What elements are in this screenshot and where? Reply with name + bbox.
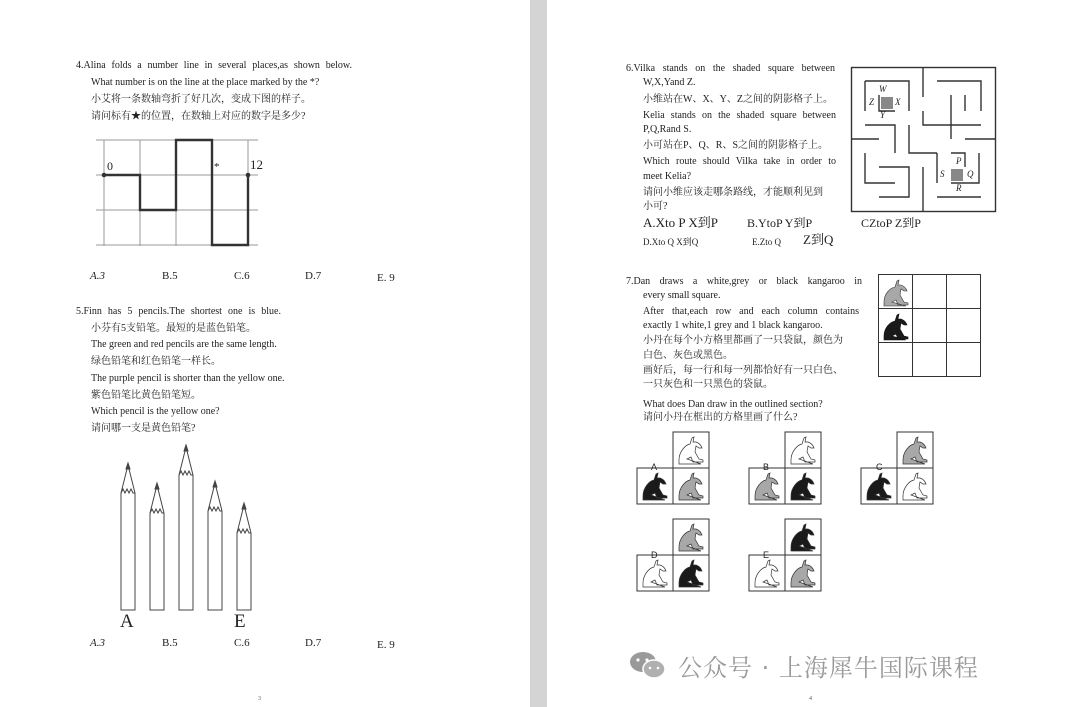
q7-line-2: every small square. xyxy=(643,290,721,301)
q6-option-a: A.Xto P X到P xyxy=(643,215,719,230)
q5-line-2: The green and red pencils are the same length. xyxy=(91,339,277,350)
choice-label-d: D xyxy=(651,550,658,560)
q6-option-d: D.Xto Q X到Q xyxy=(643,237,699,247)
q6-line-2: W,X,Yand Z. xyxy=(643,77,696,88)
q4-title: 4.Alina folds a number line in several places,as shown below. xyxy=(76,60,352,71)
q6-option-e-answer: Z到Q xyxy=(803,232,834,247)
q4-option-a: A.3 xyxy=(90,270,105,282)
page-right xyxy=(547,0,1080,707)
q5-line-6: Which pencil is the yellow one? xyxy=(91,406,220,417)
q4-option-d: D.7 xyxy=(305,270,322,282)
maze-label-r: R xyxy=(956,183,962,193)
q5-line-4: The purple pencil is shorter than the yellow one. xyxy=(91,373,285,384)
pencil-a xyxy=(121,463,135,610)
q6-line-7: Which route should Vilka take in order to xyxy=(643,156,836,167)
q6-line-5: P,Q,Rand S. xyxy=(643,124,692,135)
page-gap xyxy=(530,0,547,707)
pencil-label-e: E xyxy=(234,611,246,632)
maze-label-w: W xyxy=(879,84,887,94)
q6-line-9: 请问小维应该走哪条路线，才能顺利见到 xyxy=(643,187,823,198)
q7-question-en: What does Dan draw in the outlined section? xyxy=(643,399,823,410)
page-number-right: 4 xyxy=(809,696,812,702)
q5-line-1: 小芬有5支铅笔。最短的是蓝色铅笔。 xyxy=(91,323,256,334)
end-point xyxy=(246,173,251,178)
q6-option-b: B.YtoP Y到P xyxy=(747,216,813,230)
q5-option-d: D.7 xyxy=(305,637,322,649)
choice-label-c: C xyxy=(876,462,883,472)
q7-question-zh: 请问小丹在框出的方格里画了什么? xyxy=(643,412,798,423)
choice-label-a: A xyxy=(651,462,658,472)
page-number-left: 3 xyxy=(258,696,261,702)
maze-label-z: Z xyxy=(869,97,875,107)
pencil-e xyxy=(237,503,251,610)
watermark-text: 公众号 · 上海犀牛国际课程 xyxy=(678,654,979,682)
start-point xyxy=(102,173,107,178)
pencil-c xyxy=(179,445,193,610)
q6-line-6: 小可站在P、Q、R、S之间的阴影格子上。 xyxy=(643,140,829,151)
q4-line-zh-1: 小艾将一条数轴弯折了好几次，变成下图的样子。 xyxy=(91,94,311,105)
q4-line-zh-2: 请问标有★的位置，在数轴上对应的数字是多少? xyxy=(91,111,306,122)
pencil-b xyxy=(150,483,164,610)
maze-figure xyxy=(851,67,997,213)
q7-line-6: 白色、灰色或黑色。 xyxy=(643,350,733,361)
pencils-figure xyxy=(112,445,252,615)
q7-line-3: After that,each row and each column contains xyxy=(643,306,859,317)
q4-option-e: E. 9 xyxy=(377,272,395,284)
label-twelve: 12 xyxy=(250,157,263,172)
q6-option-c: CZtoP Z到P xyxy=(861,216,921,230)
q5-option-c: C.6 xyxy=(234,637,250,649)
q5-title: 5.Finn has 5 pencils.The shortest one is blue. xyxy=(76,306,281,317)
label-zero: 0 xyxy=(107,159,113,173)
q6-line-1: 6.Vilka stands on the shaded square between xyxy=(626,63,835,74)
q5-option-b: B.5 xyxy=(162,637,178,649)
q6-option-e-prefix: E.Zto Q xyxy=(752,237,781,247)
q4-option-c: C.6 xyxy=(234,270,250,282)
star-marker: * xyxy=(214,161,220,173)
maze-label-s: S xyxy=(940,169,945,179)
q5-line-3: 绿色铅笔和红色铅笔一样长。 xyxy=(91,356,221,367)
q5-line-5: 紫色铅笔比黄色铅笔短。 xyxy=(91,390,201,401)
pencil-d xyxy=(208,481,222,610)
choice-label-b: B xyxy=(763,462,770,472)
choice-label-e: E xyxy=(763,550,770,560)
q7-line-1: 7.Dan draws a white,grey or black kangaroo in xyxy=(626,276,862,287)
q7-line-5: 小丹在每个小方格里都画了一只袋鼠，颜色为 xyxy=(643,335,843,346)
maze-label-y: Y xyxy=(880,110,886,120)
q6-line-10: 小可? xyxy=(643,201,668,212)
q6-line-4: Kelia stands on the shaded square between xyxy=(643,110,836,121)
q7-line-4: exactly 1 white,1 grey and 1 black kangaroo. xyxy=(643,320,823,331)
q5-line-7: 请问哪一支是黄色铅笔? xyxy=(91,423,196,434)
q5-option-e: E. 9 xyxy=(377,639,395,651)
wechat-icon xyxy=(628,649,668,681)
q5-option-a: A.3 xyxy=(90,637,105,649)
folded-number-line-figure xyxy=(96,128,266,253)
kangaroo-grid-figure xyxy=(878,274,982,378)
q6-line-3: 小维站在W、X、Y、Z之间的阴影格子上。 xyxy=(643,94,833,105)
pencil-label-a: A xyxy=(120,611,134,632)
q4-option-b: B.5 xyxy=(162,270,178,282)
q4-question-en: What number is on the line at the place marked by the *? xyxy=(91,77,320,88)
maze-label-q: Q xyxy=(967,169,974,179)
maze-label-p: P xyxy=(956,156,962,166)
q6-line-8: meet Kelia? xyxy=(643,171,692,182)
page-left xyxy=(0,0,530,707)
q7-line-7: 画好后，每一行和每一列都恰好有一只白色、 xyxy=(643,365,843,376)
maze-label-x: X xyxy=(895,97,901,107)
maze-shaded-square-vilka xyxy=(881,97,893,109)
q7-answer-figures xyxy=(637,424,987,604)
q7-line-8: 一只灰色和一只黑色的袋鼠。 xyxy=(643,379,773,390)
maze-shaded-square-kelia xyxy=(951,169,963,181)
